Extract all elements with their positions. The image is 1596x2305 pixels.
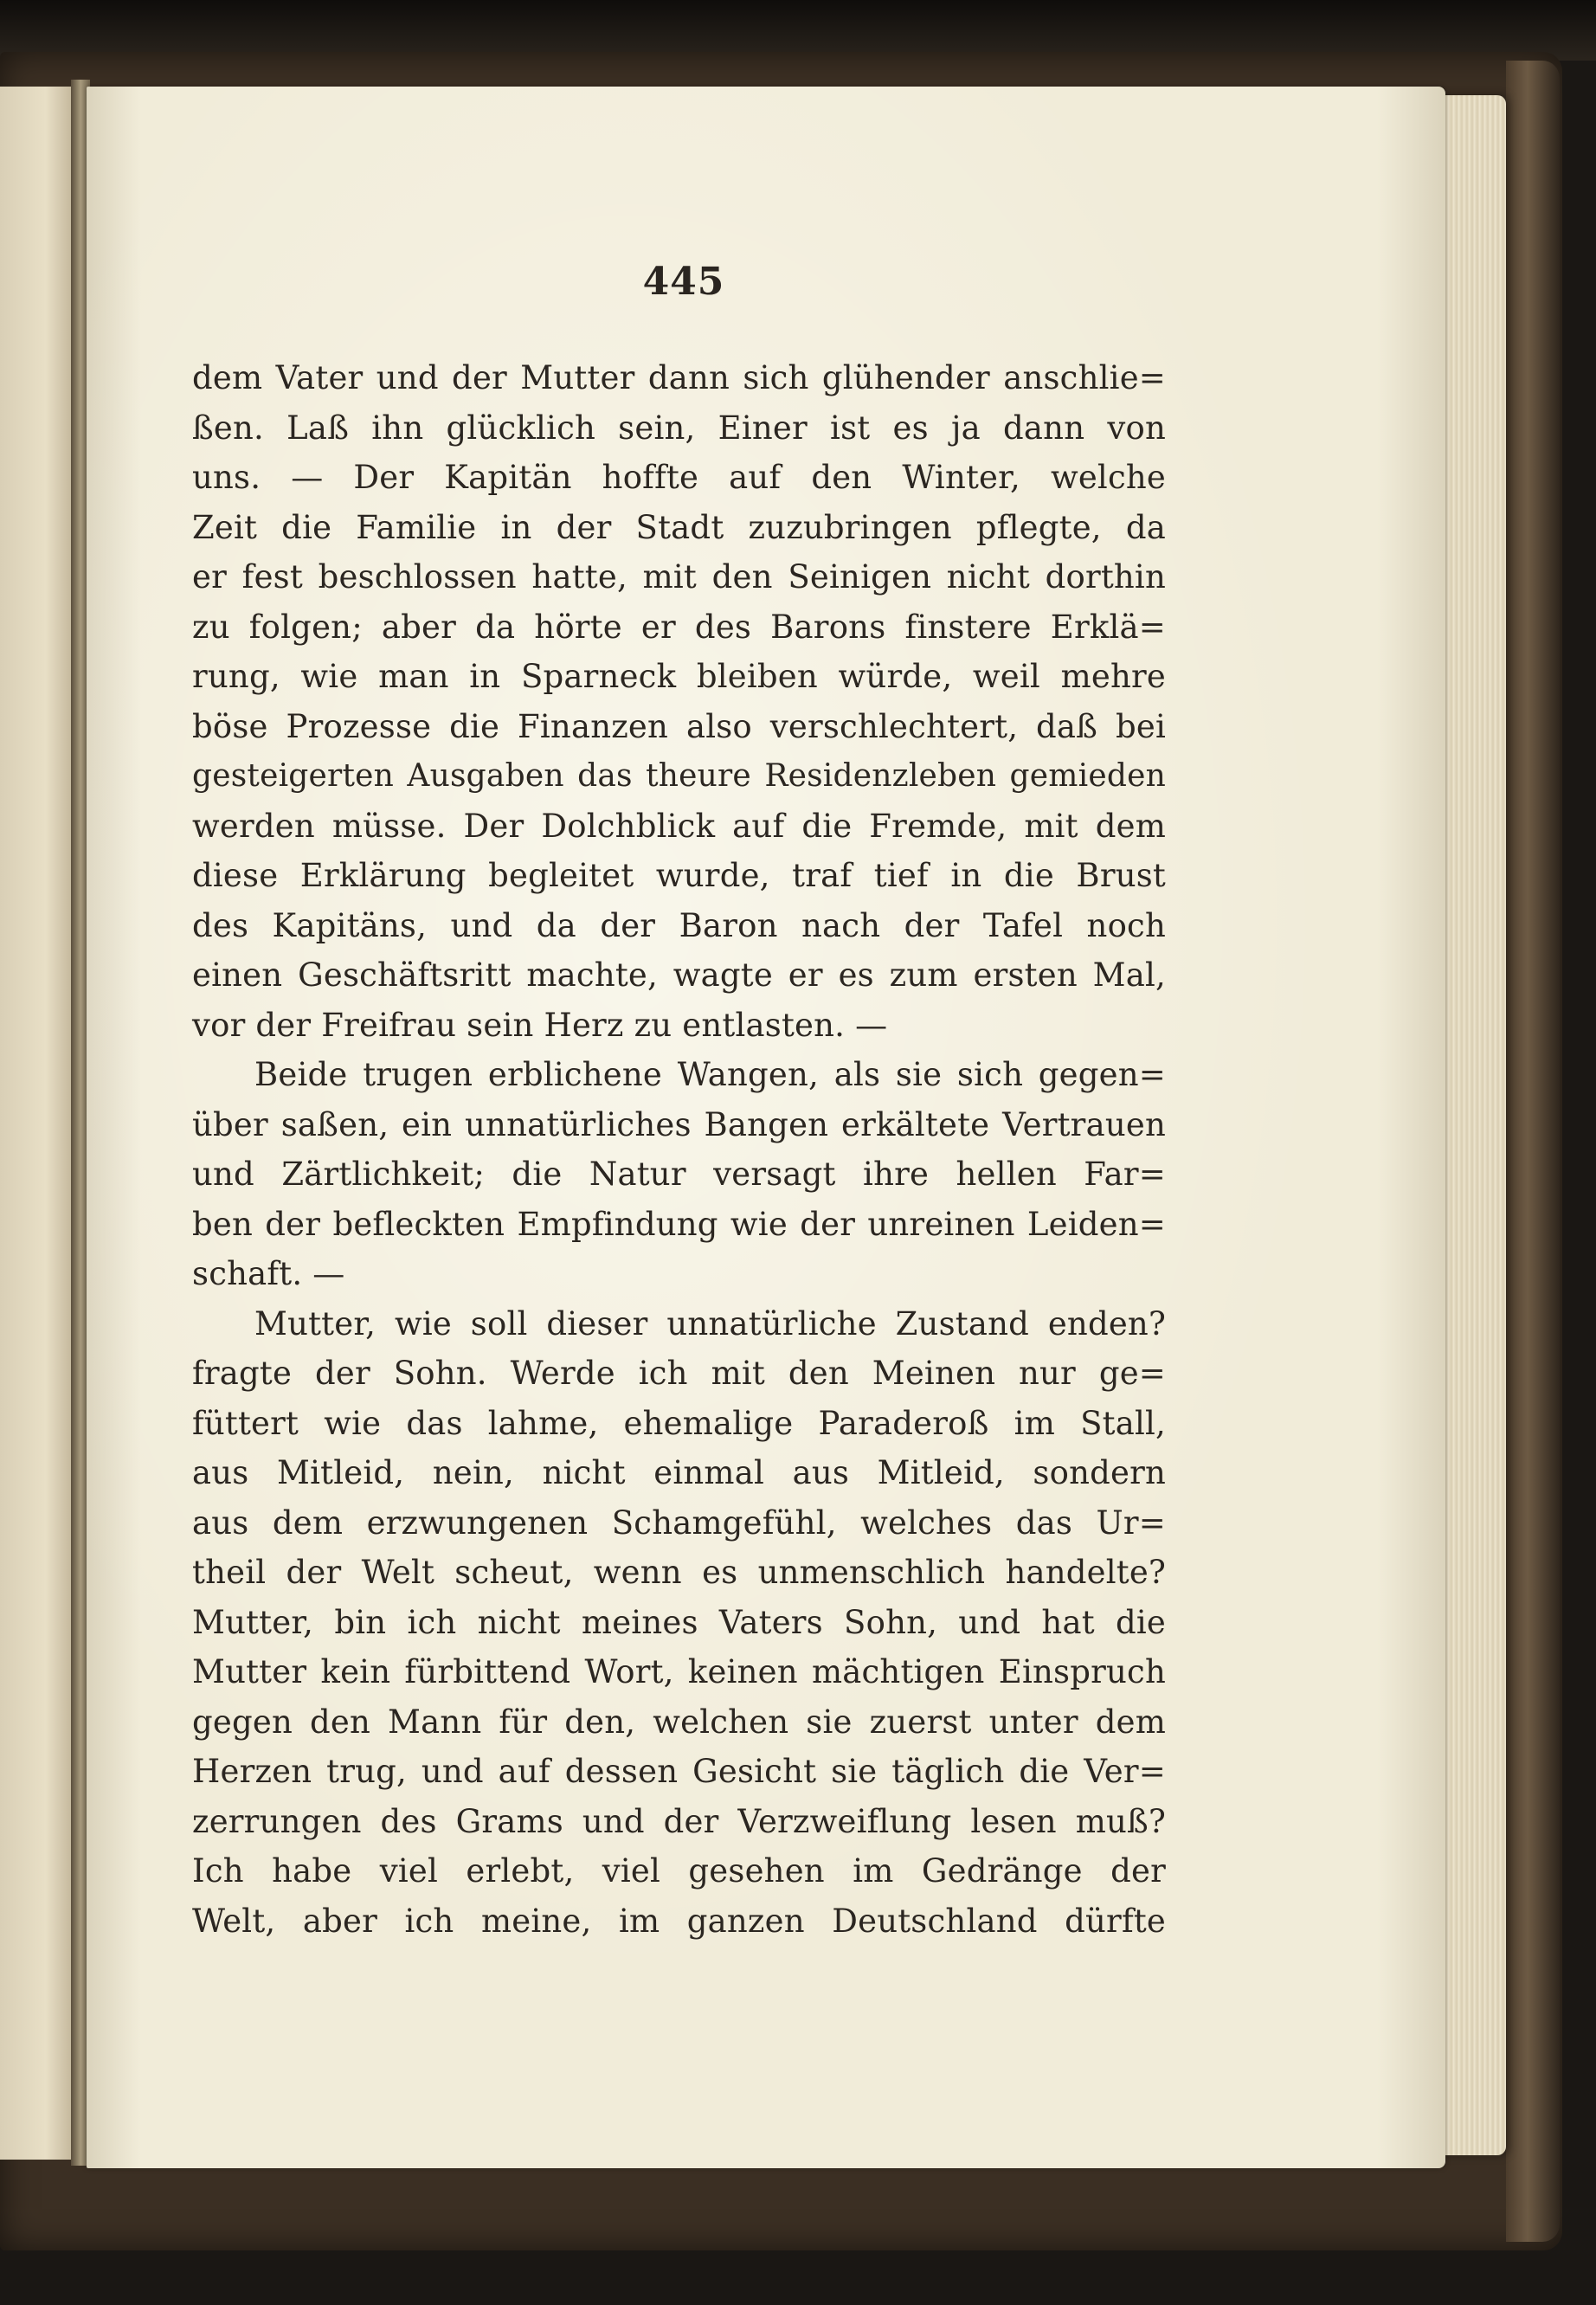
text-line: Herzen trug, und auf dessen Gesicht sie täglich die Ver= [192, 1753, 1166, 1790]
text-line: einen Geschäftsritt machte, wagte er es zum ersten Mal, [192, 956, 1166, 994]
text-line: Beide trugen erblichene Wangen, als sie sich gegen= [254, 1056, 1166, 1093]
body-text [192, 353, 1166, 1946]
text-line: Welt, aber ich meine, im ganzen Deutschland dürfte [192, 1902, 1166, 1940]
text-line: er fest beschlossen hatte, mit den Seinigen nicht dorthin [192, 558, 1166, 596]
cover-edge [1506, 61, 1560, 2242]
text-line: vor der Freifrau sein Herz zu entlasten. — [192, 1006, 888, 1044]
text-line: Ich habe viel erlebt, viel gesehen im Gedränge der [192, 1852, 1166, 1890]
text-line: des Kapitäns, und da der Baron nach der Tafel noch [192, 906, 1166, 944]
text-line: uns. — Der Kapitän hoffte auf den Winter, welche [192, 459, 1166, 496]
left-facing-page [0, 87, 78, 2160]
text-line: fragte der Sohn. Werde ich mit den Meinen nur ge= [192, 1355, 1166, 1392]
text-line: böse Prozesse die Finanzen also verschlechtert, daß bei [192, 707, 1166, 745]
text-line: gegen den Mann für den, welchen sie zuerst unter dem [192, 1703, 1166, 1741]
text-line: diese Erklärung begleitet wurde, traf tief in die Brust [192, 857, 1166, 894]
text-line: Mutter, bin ich nicht meines Vaters Sohn, und hat die [192, 1603, 1166, 1641]
text-line: und Zärtlichkeit; die Natur versagt ihre hellen Far= [192, 1156, 1166, 1193]
text-line: rung, wie man in Sparneck bleiben würde, weil mehre [192, 658, 1166, 695]
text-line: Mutter kein fürbittend Wort, keinen mächtigen Einspruch [192, 1653, 1166, 1690]
text-line: zu folgen; aber da hörte er des Barons finstere Erklä= [192, 608, 1166, 646]
text-line: theil der Welt scheut, wenn es unmenschlich handelte? [192, 1554, 1166, 1591]
text-line: aus dem erzwungenen Schamgefühl, welches das Ur= [192, 1503, 1166, 1542]
text-line: füttert wie das lahme, ehemalige Paraderoß im Stall, [192, 1404, 1166, 1442]
text-line: ben der befleckten Empfindung wie der unreinen Leiden= [192, 1205, 1166, 1243]
text-line: Mutter, wie soll dieser unnatürliche Zustand enden? [254, 1304, 1166, 1342]
page-number: 445 [642, 260, 725, 304]
text-line: zerrungen des Grams und der Verzweiflung lesen muß? [192, 1802, 1166, 1840]
text-line: aus Mitleid, nein, nicht einmal aus Mitleid, sondern [192, 1454, 1166, 1491]
text-line: über saßen, ein unnatürliches Bangen erkältete Vertrauen [192, 1105, 1166, 1143]
text-line: dem Vater und der Mutter dann sich glühender anschlie= [192, 359, 1166, 396]
text-line: schaft. — [192, 1255, 345, 1292]
text-line: ßen. Laß ihn glücklich sein, Einer ist es ja dann von [192, 409, 1166, 447]
text-line: werden müsse. Der Dolchblick auf die Fremde, mit dem [192, 807, 1166, 845]
text-line: Zeit die Familie in der Stadt zuzubringen pflegte, da [192, 508, 1166, 546]
text-line: gesteigerten Ausgaben das theure Residenzleben gemieden [192, 758, 1166, 794]
